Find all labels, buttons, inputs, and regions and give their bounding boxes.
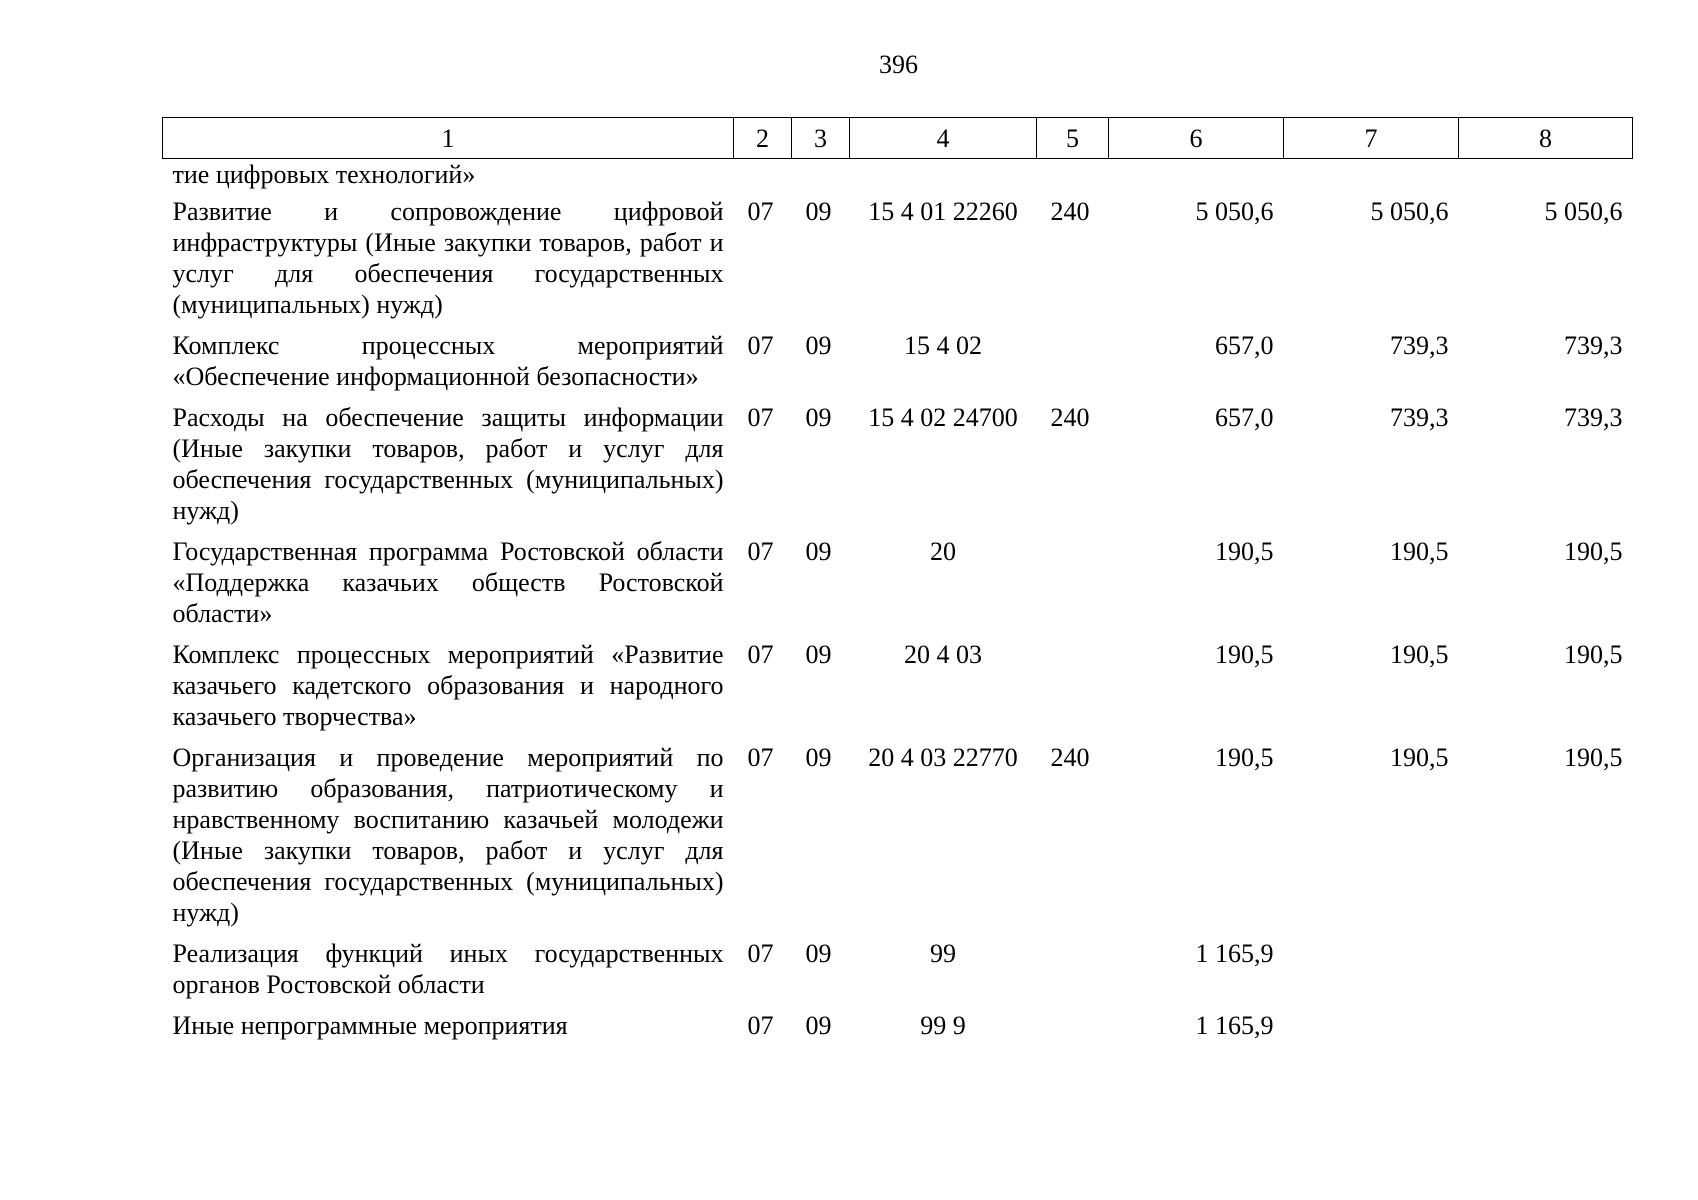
row-amount-col6: 190,5 — [1215, 537, 1274, 566]
header-cell-6: 6 — [1109, 118, 1284, 159]
row-name: Государственная программа Ростовской области «Поддержка казачьих обществ Ростовской области» — [172, 537, 724, 628]
header-cell-8: 8 — [1459, 118, 1633, 159]
table-body — [163, 159, 1633, 1052]
row-amount-col7: 190,5 — [1390, 537, 1449, 566]
row-amount-col7: 190,5 — [1390, 743, 1449, 772]
row-amount-col7 — [1284, 1010, 1459, 1051]
table-row — [163, 742, 1633, 938]
row-amount-col6: 1 165,9 — [1195, 939, 1274, 968]
row-amount-col7: 5 050,6 — [1370, 197, 1449, 226]
row-amount-col8: 739,3 — [1564, 403, 1623, 432]
header-cell-7: 7 — [1284, 118, 1459, 159]
row-target-code: 20 — [930, 537, 956, 566]
row-amount-col7: 190,5 — [1390, 640, 1449, 669]
table-row — [163, 639, 1633, 742]
header-cell-4: 4 — [850, 118, 1037, 159]
row-expense-type — [1037, 1010, 1109, 1051]
row-amount-col6: 190,5 — [1215, 640, 1274, 669]
row-amount-col6: 190,5 — [1215, 743, 1274, 772]
budget-table — [162, 117, 1633, 1051]
row-subsection: 09 — [805, 640, 832, 669]
row-subsection: 09 — [805, 1011, 832, 1040]
header-cell-2: 2 — [734, 118, 792, 159]
row-section: 07 — [747, 331, 774, 360]
row-amount-col7: 739,3 — [1390, 331, 1449, 360]
row-target-code: 15 4 02 — [904, 331, 982, 360]
table-row — [163, 938, 1633, 1010]
row-amount-col6: 657,0 — [1215, 331, 1274, 360]
table-row — [163, 536, 1633, 639]
row-amount-col8: 190,5 — [1564, 537, 1623, 566]
row-target-code: 15 4 01 22260 — [868, 197, 1018, 226]
table-row — [163, 402, 1633, 536]
row-subsection: 09 — [805, 743, 832, 772]
header-cell-3: 3 — [792, 118, 850, 159]
row-amount-col8 — [1459, 938, 1633, 1010]
continuation-row — [163, 159, 1633, 197]
row-subsection: 09 — [805, 197, 832, 226]
row-section: 07 — [747, 939, 774, 968]
page-number: 396 — [879, 50, 918, 79]
row-section: 07 — [747, 197, 774, 226]
row-amount-col8: 739,3 — [1564, 331, 1623, 360]
row-target-code: 20 4 03 — [904, 640, 982, 669]
row-name: Развитие и сопровождение цифровой инфраструктуры (Иные закупки товаров, работ и услуг для обеспечения государственных (муниципальных) нужд) — [172, 197, 724, 319]
row-amount-col8: 5 050,6 — [1544, 197, 1623, 226]
row-subsection: 09 — [805, 939, 832, 968]
row-name: Реализация функций иных государственных органов Ростовской области — [172, 939, 724, 999]
row-expense-type — [1037, 536, 1109, 639]
header-cell-5: 5 — [1037, 118, 1109, 159]
row-subsection: 09 — [805, 403, 832, 432]
table-row — [163, 196, 1633, 330]
row-expense-type — [1037, 639, 1109, 742]
row-expense-type: 240 — [1050, 197, 1090, 226]
table-row — [163, 1010, 1633, 1051]
row-target-code: 99 9 — [920, 1011, 966, 1040]
row-subsection: 09 — [805, 331, 832, 360]
row-section: 07 — [747, 403, 774, 432]
row-amount-col7: 739,3 — [1390, 403, 1449, 432]
header-cell-1: 1 — [163, 118, 734, 159]
row-amount-col7 — [1284, 938, 1459, 1010]
row-expense-type — [1037, 330, 1109, 402]
row-name: Расходы на обеспечение защиты информации (Иные закупки товаров, работ и услуг для обеспечения государственных (муниципальных) нужд) — [172, 403, 724, 525]
row-section: 07 — [747, 537, 774, 566]
row-expense-type — [1037, 938, 1109, 1010]
row-name: Организация и проведение мероприятий по развитию образования, патриотическому и нравственному воспитанию казачьей молодежи (Иные закупки товаров, работ и услуг для обеспечения государственных (муниципальных) нужд) — [172, 743, 724, 927]
row-subsection: 09 — [805, 537, 832, 566]
row-name: Комплекс процессных мероприятий «Обеспечение информационной безопасности» — [172, 331, 724, 391]
row-section: 07 — [747, 640, 774, 669]
row-section: 07 — [747, 743, 774, 772]
row-name: Иные непрограммные мероприятия — [172, 1011, 568, 1040]
row-amount-col6: 657,0 — [1215, 403, 1274, 432]
row-target-code: 15 4 02 24700 — [868, 403, 1018, 432]
row-section: 07 — [747, 1011, 774, 1040]
continuation-text: тие цифровых технологий» — [172, 160, 476, 189]
row-amount-col8 — [1459, 1010, 1633, 1051]
row-amount-col8: 190,5 — [1564, 640, 1623, 669]
row-amount-col6: 1 165,9 — [1195, 1011, 1274, 1040]
row-expense-type: 240 — [1050, 403, 1090, 432]
row-amount-col8: 190,5 — [1564, 743, 1623, 772]
row-expense-type: 240 — [1050, 743, 1090, 772]
row-name: Комплекс процессных мероприятий «Развитие казачьего кадетского образования и народного казачьего творчества» — [172, 640, 724, 731]
row-target-code: 20 4 03 22770 — [868, 743, 1018, 772]
table-row — [163, 330, 1633, 402]
table-header-row — [163, 118, 1633, 159]
row-target-code: 99 — [930, 939, 956, 968]
row-amount-col6: 5 050,6 — [1195, 197, 1274, 226]
